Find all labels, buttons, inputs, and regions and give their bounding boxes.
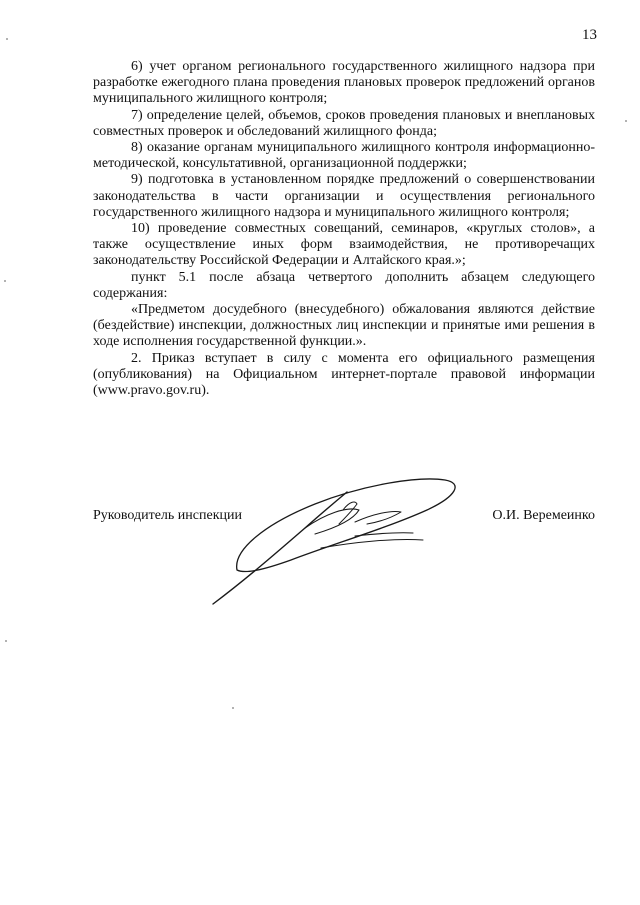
scan-artifact [232,707,234,709]
paragraph-appeal-subject: «Предметом досудебного (внесудебного) обжалования являются действие (бездействие) инспекции, должностных лиц инспекции и принятые ими решения в ходе исполнения государственной функции.». [93,302,595,350]
scan-artifact [625,120,627,122]
paragraph-item-7: 7) определение целей, объемов, сроков проведения плановых и внеплановых совместных проверок и обследований жилищного фонда; [93,107,595,139]
scan-artifact [4,280,6,282]
paragraph-item-8: 8) оказание органам муниципального жилищного контроля информационно-методической, консультативной, организационной поддержки; [93,140,595,172]
paragraph-item-9: 9) подготовка в установленном порядке предложений о совершенствовании законодательства в части организации и осуществления регионального государственного жилищного надзора и муниципального жилищного контроля; [93,172,595,220]
scan-artifact [5,640,7,642]
signatory-title: Руководитель инспекции [93,508,242,523]
paragraph-item-6: 6) учет органом регионального государственного жилищного надзора при разработке ежегодного плана проведения плановых проверок предложений органов муниципального жилищного контроля; [93,59,595,107]
page-number: 13 [582,27,597,43]
handwritten-signature [205,462,480,612]
scan-artifact [6,38,8,40]
paragraph-clause-5-1: пункт 5.1 после абзаца четвертого дополнить абзацем следующего содержания: [93,269,595,301]
paragraph-effective-date: 2. Приказ вступает в силу с момента его официального размещения (опубликования) на Официальном интернет-портале правовой информации (www.pravo.gov.ru). [93,350,595,399]
signatory-name: О.И. Веремеинко [492,508,595,523]
paragraph-item-10: 10) проведение совместных совещаний, семинаров, «круглых столов», а также осуществление иных форм взаимодействия, не противоречащих законодательству Российской Федерации и Алтайского края.»; [93,221,595,269]
document-body [93,59,595,399]
